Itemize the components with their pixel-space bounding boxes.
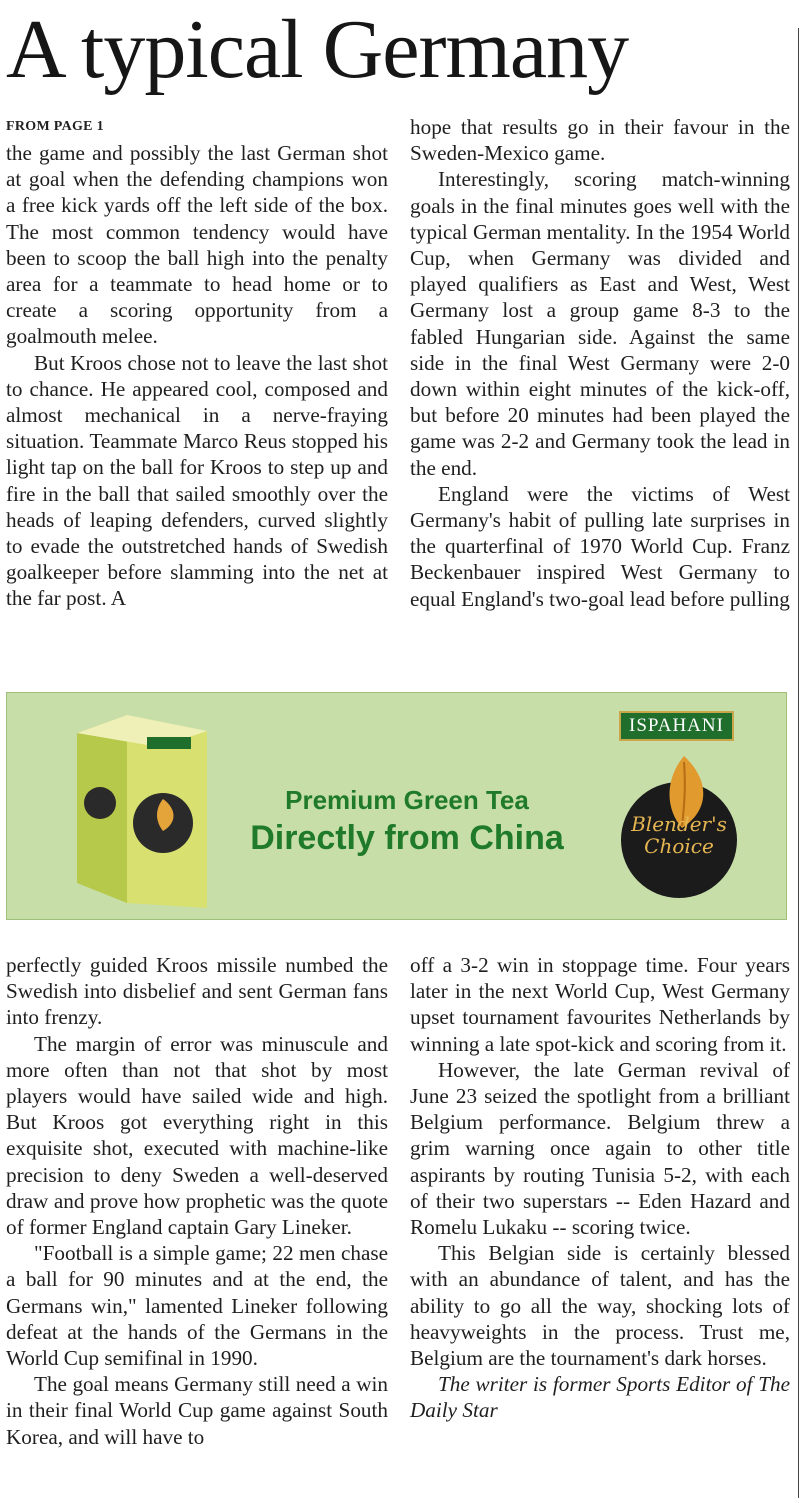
article-column-1 [6, 114, 388, 612]
author-note: The writer is former Sports Editor of The Daily Star [410, 1372, 790, 1423]
logo-text [619, 813, 739, 857]
brand-label: ISPAHANI [619, 711, 734, 741]
article-column-4 [410, 952, 790, 1424]
paragraph: The margin of error was minuscule and more often than not that shot by most players would have sailed wide and high. But Kroos got everything right in this exquisite shot, executed with machine-like precision to deny Sweden a well-deserved draw and prove how prophetic was the quote of former England captain Gary Lineker. [6, 1031, 388, 1240]
column-rule [798, 28, 799, 1498]
paragraph: Interestingly, scoring match-winning goals in the final minutes goes well with the typical German mentality. In the 1954 World Cup, when Germany was divided and played qualifiers as East and West, West Germany lost a group game 8-3 to the fabled Hungarian side. Against the same side in the final West Germany were 2-0 down within eight minutes of the kick-off, but before 20 minutes had been played the game was 2-2 and Germany took the lead in the end. [410, 167, 790, 480]
paragraph: This Belgian side is certainly blessed with an abundance of talent, and has the ability to go all the way, shocking lots of heavyweights in the process. Trust me, Belgium are the tournament's dark horses. [410, 1241, 790, 1371]
paragraph: The goal means Germany still need a win in their final World Cup game against South Korea, and will have to [6, 1372, 388, 1449]
paragraph: England were the victims of West Germany's habit of pulling late surprises in the quarterfinal of 1970 World Cup. Franz Beckenbauer inspired West Germany to equal England's two-goal lead before pulling [410, 481, 790, 611]
paragraph: hope that results go in their favour in the Sweden-Mexico game. [410, 115, 790, 166]
paragraph: But Kroos chose not to leave the last shot to chance. He appeared cool, composed and almost mechanical in a nerve-fraying situation. Teammate Marco Reus stopped his light tap on the ball for Kroos to step up and fire in the ball that sailed smoothly over the heads of leaping defenders, curved slightly to evade the outstretched hands of Swedish goalkeeper before slamming into the net at the far post. A [6, 350, 388, 611]
paragraph: off a 3-2 win in stoppage time. Four years later in the next World Cup, West Germany upset tournament favourites Netherlands by winning a late spot-kick and scoring from it. [410, 953, 790, 1056]
paragraph: "Football is a simple game; 22 men chase a ball for 90 minutes and at the end, the Germans win," lamented Lineker following defeat at the hands of the Germans in the World Cup semifinal in 1990. [6, 1241, 388, 1371]
advertisement-banner[interactable] [6, 692, 787, 920]
article-column-3 [6, 952, 388, 1450]
paragraph: perfectly guided Kroos missile numbed the Swedish into disbelief and sent German fans into frenzy. [6, 953, 388, 1030]
logo-line-1: Blender's [631, 812, 727, 836]
ad-subheadline: Directly from China [250, 819, 564, 857]
paragraph: the game and possibly the last German shot at goal when the defending champions won a free kick yards off the left side of the box. The most common tendency would have been to scoop the ball high into the penalty area for a teammate to head home or to create a scoring opportunity from a goalmouth melee. [6, 141, 388, 349]
ad-headline: Premium Green Tea [285, 785, 529, 815]
kicker: FROM PAGE 1 [6, 119, 104, 134]
headline: A typical Germany [6, 3, 629, 96]
logo-line-2: Choice [644, 834, 714, 858]
article-column-2 [410, 114, 790, 612]
paragraph: However, the late German revival of June 23 seized the spotlight from a brilliant Belgium performance. Belgium threw a grim warning once again to other title aspirants by routing Tunisia 5-2, with each of their two superstars -- Eden Hazard and Romelu Lukaku -- scoring twice. [410, 1057, 790, 1240]
